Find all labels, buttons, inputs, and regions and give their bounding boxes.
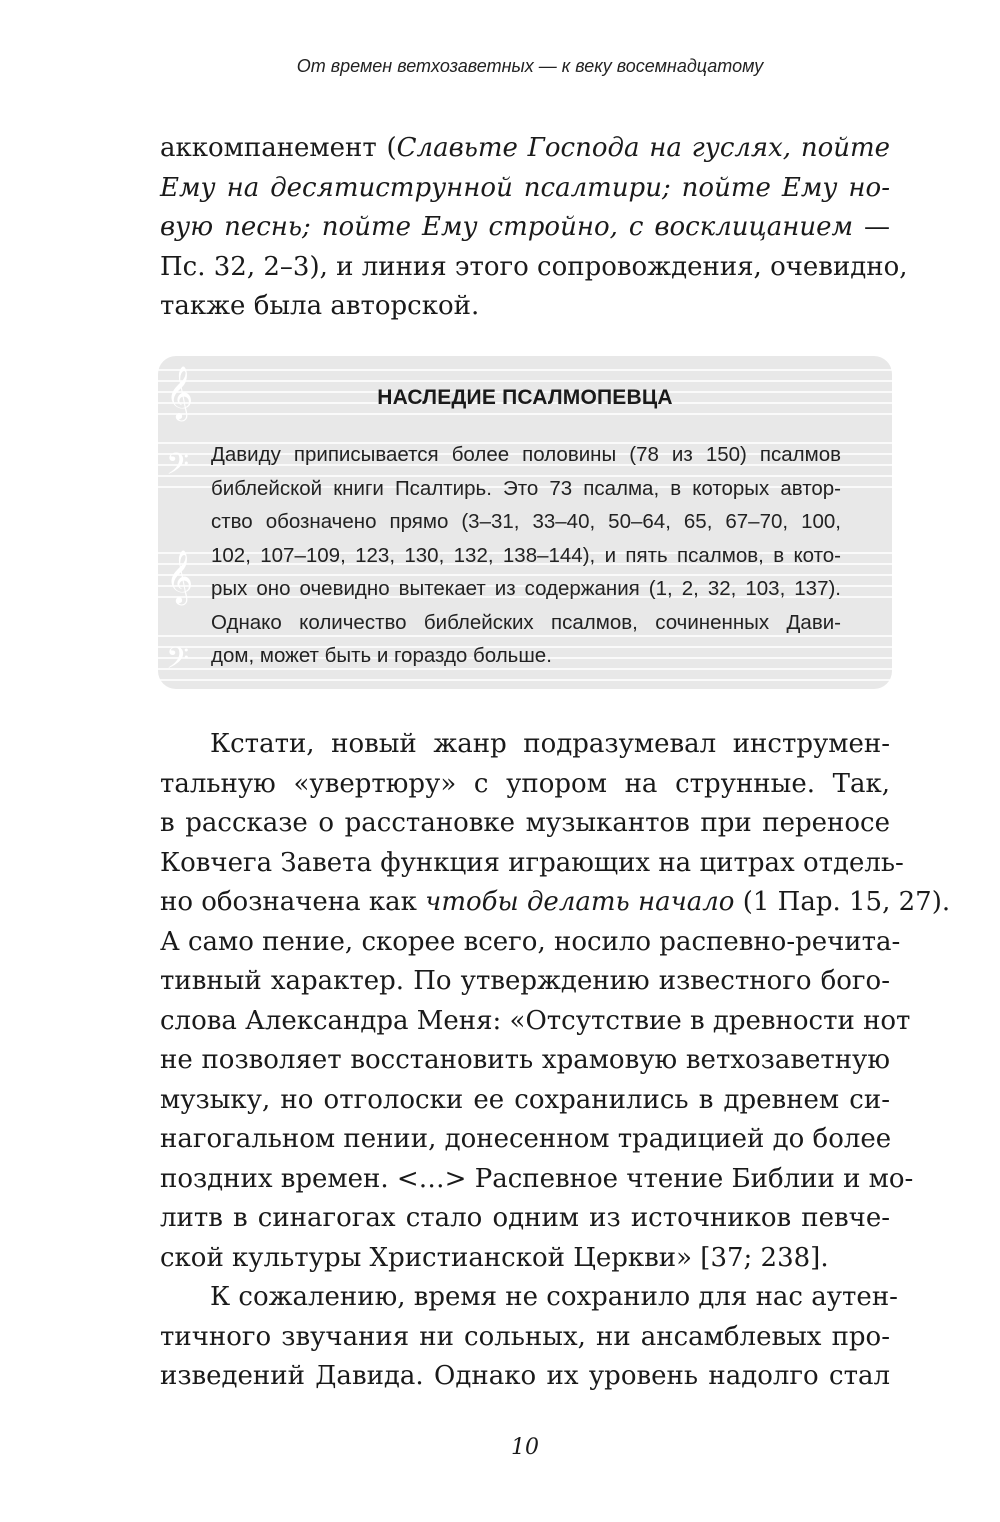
text-run: К сожалению, время не сохранило для нас аутен-	[210, 1282, 898, 1312]
text-line	[160, 1199, 890, 1239]
page-number: 10	[511, 1435, 539, 1460]
treble-clef-icon: 𝄞	[166, 549, 194, 603]
italic-quote: вую песнь; пойте Ему стройно, с восклицанием	[160, 212, 854, 242]
text-run: тальную «увертюру» с упором на струнные. Так,	[160, 768, 890, 799]
text-line	[160, 248, 908, 288]
sidebar-body	[211, 438, 841, 673]
bass-clef-icon: 𝄢	[166, 448, 190, 489]
italic-quote: Славьте Господа на гуслях, пойте	[396, 133, 891, 163]
text-run: литв в синагогах стало одним из источников певче-	[160, 1203, 890, 1233]
treble-clef-icon: 𝄞	[166, 365, 194, 419]
text-line	[160, 1002, 911, 1042]
text-line	[160, 1120, 890, 1160]
text-line	[160, 129, 890, 169]
text-run: (1 Пар. 15, 27).	[734, 887, 951, 917]
text-run: тивный характер. По утверждению известного бого-	[160, 966, 890, 996]
paragraph-continuation	[160, 129, 908, 327]
text-line	[160, 725, 890, 765]
sidebar-line: библейской книги Псалтирь. Это 73 псалма, в которых автор-	[211, 476, 841, 500]
text-line	[160, 923, 901, 963]
text-line	[160, 1081, 890, 1121]
sidebar-line: 102, 107–109, 123, 130, 132, 138–144), и пять псалмов, в кото-	[211, 543, 841, 567]
text-run: аккомпанемент (	[160, 133, 397, 163]
sidebar-line: дом, может быть и гораздо больше.	[211, 644, 552, 667]
text-line	[160, 1239, 890, 1279]
text-run: не позволяет восстановить храмовую ветхозаветную	[160, 1045, 890, 1075]
sidebar-line: ство обозначено прямо (3–31, 33–40, 50–64, 65, 67–70, 100,	[211, 510, 841, 533]
sidebar-line: Однако количество библейских псалмов, сочиненных Дави-	[211, 610, 841, 634]
text-run: музыку, но отголоски ее сохранились в древнем си-	[160, 1084, 890, 1115]
text-run: —	[853, 212, 890, 242]
text-line	[160, 883, 951, 923]
main-text	[160, 725, 951, 1397]
text-line	[160, 962, 890, 1002]
bass-clef-icon: 𝄢	[166, 642, 190, 683]
text-line	[160, 804, 890, 844]
text-run: Ковчега Завета функция играющих на цитрах отдель-	[160, 847, 904, 878]
sidebar-line: рых оно очевидно вытекает из содержания (1, 2, 32, 103, 137).	[211, 577, 841, 600]
text-run: ской культуры Христианской Церкви» [37; 238].	[160, 1242, 829, 1273]
text-line	[160, 169, 890, 209]
text-line	[160, 765, 890, 805]
text-line	[160, 287, 890, 327]
text-run: в рассказе о расстановке музыкантов при переносе	[160, 808, 890, 838]
text-run: тичного звучания ни сольных, ни ансамблевых про-	[160, 1321, 890, 1352]
text-run: также была авторской.	[160, 291, 480, 321]
text-run: изведений Давида. Однако их уровень надолго стал	[160, 1361, 890, 1391]
italic-quote: Ему на десятиструнной псалтири; пойте Ему но-	[160, 172, 890, 203]
sidebar-box	[158, 356, 892, 689]
text-run: Кстати, новый жанр подразумевал инструмен-	[210, 729, 890, 759]
text-run: А само пение, скорее всего, носило распевно-речита-	[160, 926, 901, 957]
text-line	[160, 208, 890, 248]
text-line	[160, 844, 904, 884]
sidebar-title: НАСЛЕДИЕ ПСАЛМОПЕВЦА	[377, 386, 673, 409]
text-run: поздних времен. <…> Распевное чтение Библии и мо-	[160, 1163, 914, 1194]
text-run: слова Александра Меня: «Отсутствие в древности нот	[160, 1005, 911, 1036]
sidebar-line: Давиду приписывается более половины (78 из 150) псалмов	[211, 443, 841, 466]
text-line	[160, 1278, 898, 1318]
running-head: От времен ветхозаветных — к веку восемнадцатому	[296, 56, 764, 76]
italic-quote: чтобы делать начало	[425, 887, 735, 917]
text-line	[160, 1357, 890, 1397]
text-line	[160, 1041, 890, 1081]
text-run: но обозначена как	[160, 887, 426, 917]
text-run: Пс. 32, 2–3), и линия этого сопровождения, очевидно,	[160, 251, 908, 282]
text-line	[160, 1318, 890, 1358]
text-line	[160, 1160, 914, 1200]
text-run: нагогальном пении, донесенном традицией до более	[160, 1124, 892, 1154]
